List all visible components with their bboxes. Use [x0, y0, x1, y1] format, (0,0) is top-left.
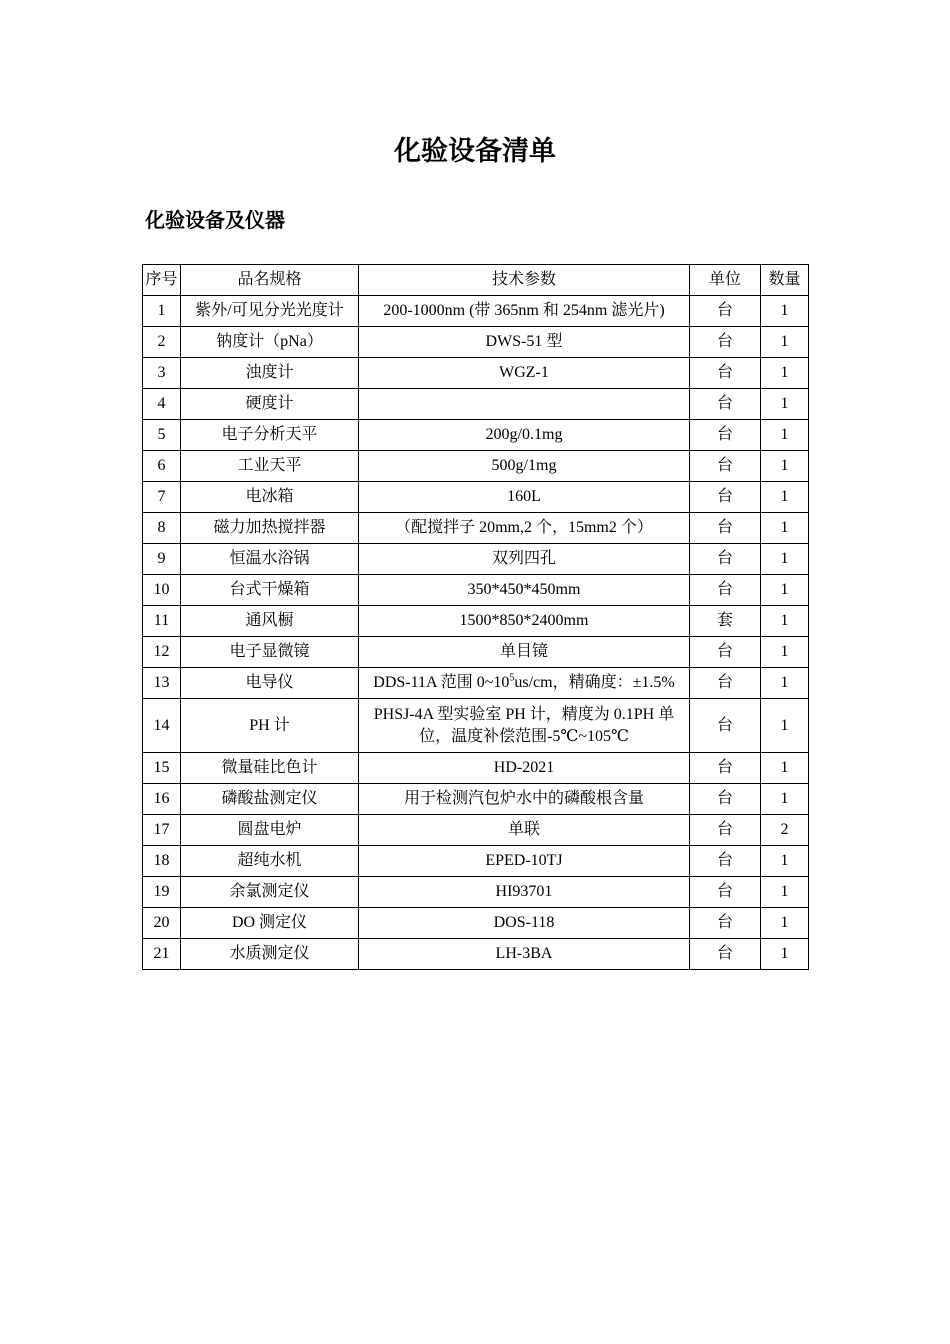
table-row	[143, 575, 809, 606]
cell-qty: 1	[761, 451, 809, 482]
spec-text-pre: DDS-11A 范围 0~10	[373, 674, 510, 691]
table-row	[143, 784, 809, 815]
cell-name: 通风橱	[181, 606, 359, 637]
cell-unit: 台	[690, 575, 761, 606]
cell-no: 13	[143, 668, 181, 699]
cell-no: 17	[143, 815, 181, 846]
table-row	[143, 296, 809, 327]
cell-no: 20	[143, 908, 181, 939]
table-row	[143, 451, 809, 482]
cell-unit: 台	[690, 877, 761, 908]
cell-qty: 1	[761, 513, 809, 544]
cell-unit: 台	[690, 544, 761, 575]
cell-unit: 台	[690, 699, 761, 753]
cell-name: 电导仪	[181, 668, 359, 699]
cell-no: 6	[143, 451, 181, 482]
table-row	[143, 420, 809, 451]
table-row	[143, 606, 809, 637]
cell-name: 电子显微镜	[181, 637, 359, 668]
cell-qty: 1	[761, 699, 809, 753]
cell-no: 9	[143, 544, 181, 575]
table-row	[143, 846, 809, 877]
cell-unit: 台	[690, 451, 761, 482]
cell-name: 浊度计	[181, 358, 359, 389]
cell-qty: 1	[761, 606, 809, 637]
cell-no: 1	[143, 296, 181, 327]
cell-qty: 1	[761, 877, 809, 908]
header-unit: 单位	[690, 265, 761, 296]
cell-name: 电子分析天平	[181, 420, 359, 451]
cell-spec: 500g/1mg	[359, 451, 690, 482]
cell-unit: 台	[690, 908, 761, 939]
section-title: 化验设备及仪器	[145, 210, 285, 232]
cell-spec: 1500*850*2400mm	[359, 606, 690, 637]
table-row	[143, 908, 809, 939]
cell-spec	[359, 699, 690, 753]
cell-spec: LH-3BA	[359, 939, 690, 970]
cell-unit: 台	[690, 358, 761, 389]
spec-line-2: 位，温度补偿范围-5℃~105℃	[419, 727, 629, 745]
cell-name: 钠度计（pNa）	[181, 327, 359, 358]
cell-name: 余氯测定仪	[181, 877, 359, 908]
cell-no: 11	[143, 606, 181, 637]
cell-unit: 台	[690, 668, 761, 699]
equipment-table	[142, 264, 809, 970]
cell-unit: 台	[690, 846, 761, 877]
cell-qty: 1	[761, 358, 809, 389]
cell-no: 14	[143, 699, 181, 753]
cell-name: 电冰箱	[181, 482, 359, 513]
cell-unit: 台	[690, 815, 761, 846]
cell-unit: 套	[690, 606, 761, 637]
spec-exponent: 5	[509, 672, 515, 684]
cell-spec: 200g/0.1mg	[359, 420, 690, 451]
cell-unit: 台	[690, 637, 761, 668]
cell-unit: 台	[690, 513, 761, 544]
header-no: 序号	[143, 265, 181, 296]
cell-name: 恒温水浴锅	[181, 544, 359, 575]
cell-no: 16	[143, 784, 181, 815]
cell-spec: 350*450*450mm	[359, 575, 690, 606]
table-row	[143, 482, 809, 513]
cell-no: 15	[143, 753, 181, 784]
table-row	[143, 358, 809, 389]
table-row	[143, 699, 809, 753]
cell-name: DO 测定仪	[181, 908, 359, 939]
cell-qty: 1	[761, 753, 809, 784]
cell-qty: 1	[761, 784, 809, 815]
cell-unit: 台	[690, 296, 761, 327]
cell-no: 8	[143, 513, 181, 544]
cell-name: 水质测定仪	[181, 939, 359, 970]
cell-name: 圆盘电炉	[181, 815, 359, 846]
table-row	[143, 753, 809, 784]
cell-spec	[359, 668, 690, 699]
cell-spec: （配搅拌子 20mm,2 个，15mm2 个）	[359, 513, 690, 544]
cell-name: 硬度计	[181, 389, 359, 420]
cell-spec: DOS-118	[359, 908, 690, 939]
cell-spec: 用于检测汽包炉水中的磷酸根含量	[359, 784, 690, 815]
cell-no: 3	[143, 358, 181, 389]
cell-no: 21	[143, 939, 181, 970]
table-row	[143, 513, 809, 544]
cell-unit: 台	[690, 327, 761, 358]
cell-no: 2	[143, 327, 181, 358]
cell-spec	[359, 389, 690, 420]
cell-no: 12	[143, 637, 181, 668]
cell-spec: 200-1000nm (带 365nm 和 254nm 滤光片)	[359, 296, 690, 327]
cell-no: 5	[143, 420, 181, 451]
cell-name: 磁力加热搅拌器	[181, 513, 359, 544]
cell-unit: 台	[690, 753, 761, 784]
cell-unit: 台	[690, 784, 761, 815]
table-row	[143, 939, 809, 970]
table-row	[143, 877, 809, 908]
cell-no: 10	[143, 575, 181, 606]
cell-spec: 单目镜	[359, 637, 690, 668]
cell-spec: WGZ-1	[359, 358, 690, 389]
header-qty: 数量	[761, 265, 809, 296]
cell-qty: 1	[761, 482, 809, 513]
cell-qty: 1	[761, 668, 809, 699]
document-title: 化验设备清单	[394, 136, 556, 166]
header-spec: 技术参数	[359, 265, 690, 296]
cell-spec: 双列四孔	[359, 544, 690, 575]
spec-line-1: PHSJ-4A 型实验室 PH 计，精度为 0.1PH 单	[373, 705, 675, 723]
table-row	[143, 544, 809, 575]
cell-qty: 1	[761, 939, 809, 970]
cell-qty: 1	[761, 908, 809, 939]
header-name: 品名规格	[181, 265, 359, 296]
table-row	[143, 637, 809, 668]
cell-qty: 1	[761, 544, 809, 575]
cell-name: 紫外/可见分光光度计	[181, 296, 359, 327]
cell-no: 18	[143, 846, 181, 877]
cell-unit: 台	[690, 389, 761, 420]
cell-spec: 单联	[359, 815, 690, 846]
cell-name: 台式干燥箱	[181, 575, 359, 606]
spec-text-post: us/cm，精确度：±1.5%	[514, 674, 675, 691]
cell-unit: 台	[690, 939, 761, 970]
cell-spec: EPED-10TJ	[359, 846, 690, 877]
cell-qty: 1	[761, 846, 809, 877]
cell-name: PH 计	[181, 699, 359, 753]
cell-no: 7	[143, 482, 181, 513]
table-row	[143, 815, 809, 846]
cell-spec: HI93701	[359, 877, 690, 908]
table-header-row	[143, 265, 809, 296]
cell-unit: 台	[690, 482, 761, 513]
table-row	[143, 389, 809, 420]
cell-spec: 160L	[359, 482, 690, 513]
cell-name: 微量硅比色计	[181, 753, 359, 784]
cell-name: 磷酸盐测定仪	[181, 784, 359, 815]
cell-qty: 1	[761, 327, 809, 358]
cell-unit: 台	[690, 420, 761, 451]
cell-qty: 1	[761, 420, 809, 451]
table-row	[143, 327, 809, 358]
cell-qty: 2	[761, 815, 809, 846]
table-row	[143, 668, 809, 699]
cell-qty: 1	[761, 575, 809, 606]
cell-spec: DWS-51 型	[359, 327, 690, 358]
cell-no: 4	[143, 389, 181, 420]
cell-qty: 1	[761, 389, 809, 420]
cell-no: 19	[143, 877, 181, 908]
cell-qty: 1	[761, 637, 809, 668]
cell-qty: 1	[761, 296, 809, 327]
cell-spec: HD-2021	[359, 753, 690, 784]
cell-name: 工业天平	[181, 451, 359, 482]
cell-name: 超纯水机	[181, 846, 359, 877]
